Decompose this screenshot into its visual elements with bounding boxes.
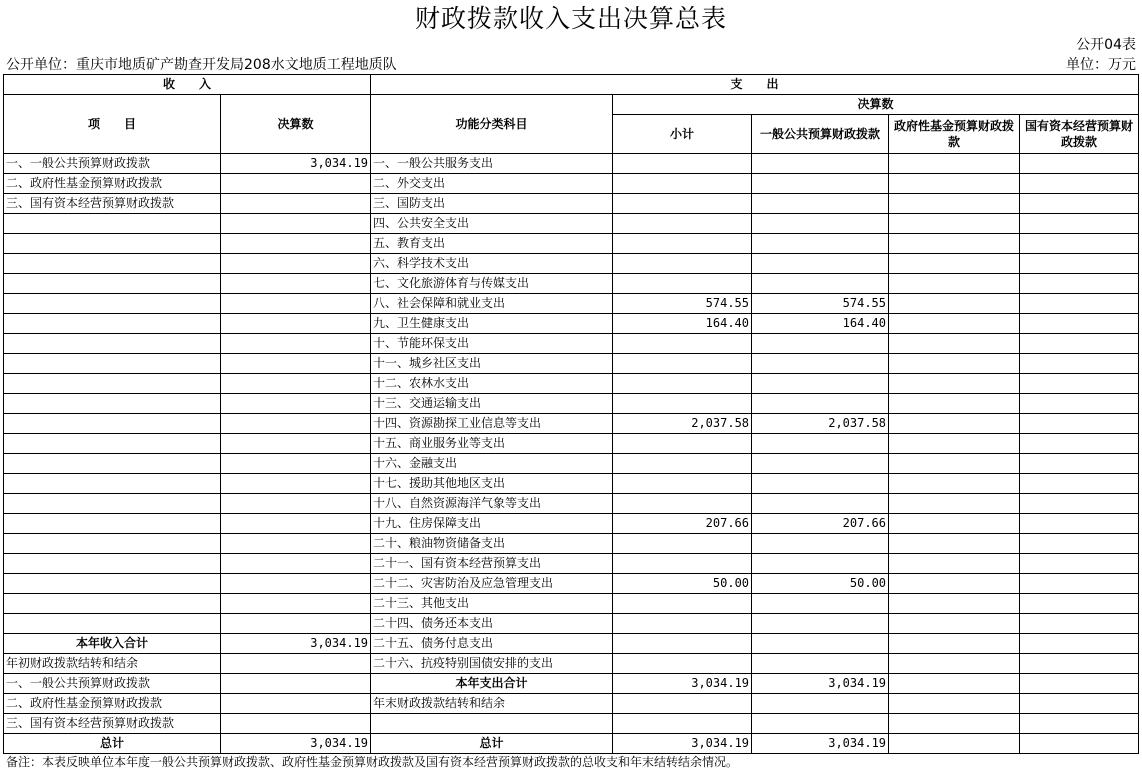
income-amount-cell: [221, 214, 371, 234]
state-capital-cell: [1020, 194, 1139, 214]
expense-item-cell: 十七、援助其他地区支出: [371, 474, 613, 494]
budget-header: 决算数: [613, 95, 1139, 115]
general-budget-cell: [752, 174, 889, 194]
subtotal-cell: 207.66: [613, 514, 752, 534]
income-item-cell: [4, 534, 221, 554]
state-capital-cell: [1020, 234, 1139, 254]
general-budget-cell: [752, 534, 889, 554]
expense-item-cell: 本年支出合计: [371, 674, 613, 694]
table-row: [4, 154, 1139, 174]
subtotal-cell: [613, 274, 752, 294]
subtotal-cell: 2,037.58: [613, 414, 752, 434]
income-item-cell: [4, 314, 221, 334]
income-amount-cell: 3,034.19: [221, 634, 371, 654]
general-budget-cell: [752, 714, 889, 734]
general-budget-cell: [752, 494, 889, 514]
income-item-cell: 一、一般公共预算财政拨款: [4, 674, 221, 694]
income-header: 收 入: [4, 75, 371, 95]
fund-budget-cell: [889, 254, 1020, 274]
fund-budget-cell: [889, 614, 1020, 634]
table-row: [4, 694, 1139, 714]
fund-budget-cell: [889, 174, 1020, 194]
fund-budget-header: 政府性基金预算财政拨款: [889, 115, 1020, 154]
subtotal-cell: [613, 694, 752, 714]
general-budget-cell: 207.66: [752, 514, 889, 534]
general-budget-cell: [752, 394, 889, 414]
income-item-cell: 本年收入合计: [4, 634, 221, 654]
income-item-cell: [4, 574, 221, 594]
fund-budget-cell: [889, 394, 1020, 414]
expense-item-cell: 二十五、债务付息支出: [371, 634, 613, 654]
general-budget-cell: [752, 654, 889, 674]
fund-budget-cell: [889, 574, 1020, 594]
expense-item-cell: 六、科学技术支出: [371, 254, 613, 274]
expense-item-cell: 年末财政拨款结转和结余: [371, 694, 613, 714]
subtotal-cell: [613, 254, 752, 274]
general-budget-cell: [752, 614, 889, 634]
table-row: [4, 554, 1139, 574]
general-budget-cell: 574.55: [752, 294, 889, 314]
fund-budget-cell: [889, 414, 1020, 434]
expense-item-cell: 四、公共安全支出: [371, 214, 613, 234]
expense-item-cell: 一、一般公共服务支出: [371, 154, 613, 174]
subtotal-cell: [613, 154, 752, 174]
func-category-header: 功能分类科目: [371, 95, 613, 154]
income-amount-cell: [221, 654, 371, 674]
expense-item-cell: 十九、住房保障支出: [371, 514, 613, 534]
table-row: [4, 374, 1139, 394]
subtotal-cell: 3,034.19: [613, 674, 752, 694]
general-budget-header: 一般公共预算财政拨款: [752, 115, 889, 154]
subtotal-cell: [613, 494, 752, 514]
table-row: [4, 474, 1139, 494]
state-capital-cell: [1020, 674, 1139, 694]
expense-item-cell: 二十三、其他支出: [371, 594, 613, 614]
table-row: [4, 314, 1139, 334]
table-row: [4, 274, 1139, 294]
subtotal-cell: 164.40: [613, 314, 752, 334]
income-amount-cell: [221, 514, 371, 534]
expense-item-cell: 十三、交通运输支出: [371, 394, 613, 414]
general-budget-cell: [752, 434, 889, 454]
fund-budget-cell: [889, 734, 1020, 754]
income-item-cell: [4, 334, 221, 354]
subtotal-cell: 3,034.19: [613, 734, 752, 754]
general-budget-cell: [752, 694, 889, 714]
subtotal-cell: 50.00: [613, 574, 752, 594]
income-item-cell: 年初财政拨款结转和结余: [4, 654, 221, 674]
fund-budget-cell: [889, 234, 1020, 254]
fund-budget-cell: [889, 654, 1020, 674]
table-row: [4, 454, 1139, 474]
subtotal-cell: [613, 474, 752, 494]
income-amount-cell: [221, 314, 371, 334]
state-capital-cell: [1020, 354, 1139, 374]
income-amount-cell: [221, 694, 371, 714]
income-amount-cell: [221, 334, 371, 354]
expense-item-cell: 二十一、国有资本经营预算支出: [371, 554, 613, 574]
fund-budget-cell: [889, 374, 1020, 394]
income-amount-cell: [221, 614, 371, 634]
general-budget-cell: [752, 154, 889, 174]
income-item-cell: [4, 474, 221, 494]
income-amount-cell: [221, 454, 371, 474]
fund-budget-cell: [889, 314, 1020, 334]
income-amount-cell: 3,034.19: [221, 734, 371, 754]
income-amount-cell: [221, 574, 371, 594]
fund-budget-cell: [889, 634, 1020, 654]
subtotal-cell: 574.55: [613, 294, 752, 314]
fund-budget-cell: [889, 474, 1020, 494]
table-row: [4, 734, 1139, 754]
subtotal-cell: [613, 634, 752, 654]
subtotal-cell: [613, 374, 752, 394]
state-capital-cell: [1020, 254, 1139, 274]
income-amount-cell: [221, 274, 371, 294]
fund-budget-cell: [889, 154, 1020, 174]
subtotal-cell: [613, 554, 752, 574]
income-amount-cell: [221, 414, 371, 434]
subtotal-cell: [613, 434, 752, 454]
expense-item-cell: 十二、农林水支出: [371, 374, 613, 394]
income-item-cell: [4, 294, 221, 314]
income-item-cell: [4, 614, 221, 634]
fund-budget-cell: [889, 194, 1020, 214]
table-row: [4, 714, 1139, 734]
table-row: [4, 514, 1139, 534]
income-amount-cell: [221, 294, 371, 314]
expense-item-cell: 十四、资源勘探工业信息等支出: [371, 414, 613, 434]
fund-budget-cell: [889, 274, 1020, 294]
income-item-cell: [4, 454, 221, 474]
income-amount-cell: [221, 494, 371, 514]
subtotal-cell: [613, 194, 752, 214]
state-capital-cell: [1020, 314, 1139, 334]
subtotal-cell: [613, 654, 752, 674]
fund-budget-cell: [889, 714, 1020, 734]
fund-budget-cell: [889, 294, 1020, 314]
income-item-cell: 一、一般公共预算财政拨款: [4, 154, 221, 174]
table-row: [4, 654, 1139, 674]
table-row: [4, 174, 1139, 194]
income-item-cell: [4, 354, 221, 374]
general-budget-cell: [752, 454, 889, 474]
state-capital-cell: [1020, 534, 1139, 554]
subtotal-cell: [613, 594, 752, 614]
general-budget-cell: [752, 594, 889, 614]
state-capital-cell: [1020, 274, 1139, 294]
table-row: [4, 434, 1139, 454]
state-capital-header: 国有资本经营预算财政拨款: [1020, 115, 1139, 154]
state-capital-cell: [1020, 634, 1139, 654]
expense-item-cell: [371, 714, 613, 734]
income-item-cell: [4, 374, 221, 394]
state-capital-cell: [1020, 334, 1139, 354]
state-capital-cell: [1020, 454, 1139, 474]
general-budget-cell: [752, 374, 889, 394]
expense-item-cell: 二、外交支出: [371, 174, 613, 194]
expense-item-cell: 三、国防支出: [371, 194, 613, 214]
general-budget-cell: [752, 234, 889, 254]
general-budget-cell: [752, 634, 889, 654]
income-item-cell: [4, 254, 221, 274]
expense-item-cell: 九、卫生健康支出: [371, 314, 613, 334]
subtotal-header: 小计: [613, 115, 752, 154]
fund-budget-cell: [889, 334, 1020, 354]
subtotal-cell: [613, 174, 752, 194]
fund-budget-cell: [889, 554, 1020, 574]
budget-table: [3, 74, 1139, 754]
state-capital-cell: [1020, 294, 1139, 314]
table-row: [4, 234, 1139, 254]
table-row: [4, 574, 1139, 594]
general-budget-cell: [752, 214, 889, 234]
table-body: [4, 154, 1139, 754]
income-amount-cell: 3,034.19: [221, 154, 371, 174]
income-amount-cell: [221, 234, 371, 254]
income-item-cell: 总计: [4, 734, 221, 754]
fund-budget-cell: [889, 674, 1020, 694]
table-row: [4, 414, 1139, 434]
state-capital-cell: [1020, 694, 1139, 714]
table-code: 公开04表: [1076, 37, 1136, 53]
expense-item-cell: 十、节能环保支出: [371, 334, 613, 354]
state-capital-cell: [1020, 714, 1139, 734]
state-capital-cell: [1020, 394, 1139, 414]
general-budget-cell: [752, 274, 889, 294]
subtotal-cell: [613, 394, 752, 414]
fund-budget-cell: [889, 694, 1020, 714]
income-amount-cell: [221, 534, 371, 554]
general-budget-cell: 50.00: [752, 574, 889, 594]
subtotal-cell: [613, 334, 752, 354]
expense-header: 支 出: [371, 75, 1139, 95]
income-item-cell: [4, 394, 221, 414]
state-capital-cell: [1020, 474, 1139, 494]
general-budget-cell: [752, 354, 889, 374]
state-capital-cell: [1020, 594, 1139, 614]
income-amount-cell: [221, 174, 371, 194]
expense-item-cell: 十五、商业服务业等支出: [371, 434, 613, 454]
income-item-cell: 二、政府性基金预算财政拨款: [4, 694, 221, 714]
subtotal-cell: [613, 534, 752, 554]
income-item-cell: 三、国有资本经营预算财政拨款: [4, 714, 221, 734]
state-capital-cell: [1020, 174, 1139, 194]
state-capital-cell: [1020, 434, 1139, 454]
subtotal-cell: [613, 614, 752, 634]
page-title: 财政拨款收入支出决算总表: [414, 4, 727, 33]
fund-budget-cell: [889, 514, 1020, 534]
table-row: [4, 674, 1139, 694]
income-amount-cell: [221, 374, 371, 394]
fund-budget-cell: [889, 594, 1020, 614]
reporting-unit: 公开单位：重庆市地质矿产勘查开发局208水文地质工程地质队: [6, 57, 397, 73]
income-item-cell: [4, 414, 221, 434]
income-item-cell: [4, 214, 221, 234]
table-row: [4, 394, 1139, 414]
table-row: [4, 214, 1139, 234]
state-capital-cell: [1020, 154, 1139, 174]
expense-item-cell: 七、文化旅游体育与传媒支出: [371, 274, 613, 294]
state-capital-cell: [1020, 734, 1139, 754]
income-item-cell: [4, 514, 221, 534]
table-row: [4, 494, 1139, 514]
subtotal-cell: [613, 454, 752, 474]
expense-item-cell: 八、社会保障和就业支出: [371, 294, 613, 314]
table-row: [4, 614, 1139, 634]
footnote: 备注：本表反映单位本年度一般公共预算财政拨款、政府性基金预算财政拨款及国有资本经营预算财政拨款的总收支和年末结转结余情况。: [6, 755, 739, 769]
subtotal-cell: [613, 354, 752, 374]
state-capital-cell: [1020, 374, 1139, 394]
state-capital-cell: [1020, 514, 1139, 534]
expense-item-cell: 二十四、债务还本支出: [371, 614, 613, 634]
fund-budget-cell: [889, 434, 1020, 454]
table-row: [4, 634, 1139, 654]
state-capital-cell: [1020, 214, 1139, 234]
state-capital-cell: [1020, 574, 1139, 594]
table-row: [4, 294, 1139, 314]
income-item-cell: 二、政府性基金预算财政拨款: [4, 174, 221, 194]
income-item-cell: [4, 554, 221, 574]
state-capital-cell: [1020, 414, 1139, 434]
income-amount-cell: [221, 554, 371, 574]
expense-item-cell: 二十二、灾害防治及应急管理支出: [371, 574, 613, 594]
income-amount-header: 决算数: [221, 95, 371, 154]
table-row: [4, 254, 1139, 274]
income-amount-cell: [221, 254, 371, 274]
general-budget-cell: [752, 254, 889, 274]
income-item-cell: [4, 494, 221, 514]
income-amount-cell: [221, 394, 371, 414]
fund-budget-cell: [889, 494, 1020, 514]
income-item-cell: [4, 594, 221, 614]
general-budget-cell: 3,034.19: [752, 674, 889, 694]
general-budget-cell: 2,037.58: [752, 414, 889, 434]
item-header: 项 目: [4, 95, 221, 154]
income-amount-cell: [221, 714, 371, 734]
general-budget-cell: 164.40: [752, 314, 889, 334]
subtotal-cell: [613, 714, 752, 734]
general-budget-cell: [752, 334, 889, 354]
fund-budget-cell: [889, 214, 1020, 234]
expense-item-cell: 总计: [371, 734, 613, 754]
income-item-cell: 三、国有资本经营预算财政拨款: [4, 194, 221, 214]
fund-budget-cell: [889, 534, 1020, 554]
expense-item-cell: 十一、城乡社区支出: [371, 354, 613, 374]
state-capital-cell: [1020, 554, 1139, 574]
state-capital-cell: [1020, 654, 1139, 674]
state-capital-cell: [1020, 494, 1139, 514]
table-row: [4, 594, 1139, 614]
expense-item-cell: 十八、自然资源海洋气象等支出: [371, 494, 613, 514]
income-item-cell: [4, 234, 221, 254]
fund-budget-cell: [889, 454, 1020, 474]
general-budget-cell: [752, 554, 889, 574]
table-row: [4, 354, 1139, 374]
general-budget-cell: 3,034.19: [752, 734, 889, 754]
expense-item-cell: 二十六、抗疫特别国债安排的支出: [371, 654, 613, 674]
income-amount-cell: [221, 354, 371, 374]
table-row: [4, 334, 1139, 354]
general-budget-cell: [752, 194, 889, 214]
state-capital-cell: [1020, 614, 1139, 634]
subtotal-cell: [613, 234, 752, 254]
subtotal-cell: [613, 214, 752, 234]
currency-unit: 单位：万元: [1066, 57, 1136, 73]
expense-item-cell: 五、教育支出: [371, 234, 613, 254]
expense-item-cell: 二十、粮油物资储备支出: [371, 534, 613, 554]
income-item-cell: [4, 434, 221, 454]
income-amount-cell: [221, 474, 371, 494]
general-budget-cell: [752, 474, 889, 494]
income-amount-cell: [221, 594, 371, 614]
table-row: [4, 534, 1139, 554]
table-row: [4, 194, 1139, 214]
expense-item-cell: 十六、金融支出: [371, 454, 613, 474]
income-item-cell: [4, 274, 221, 294]
fund-budget-cell: [889, 354, 1020, 374]
income-amount-cell: [221, 674, 371, 694]
income-amount-cell: [221, 194, 371, 214]
income-amount-cell: [221, 434, 371, 454]
